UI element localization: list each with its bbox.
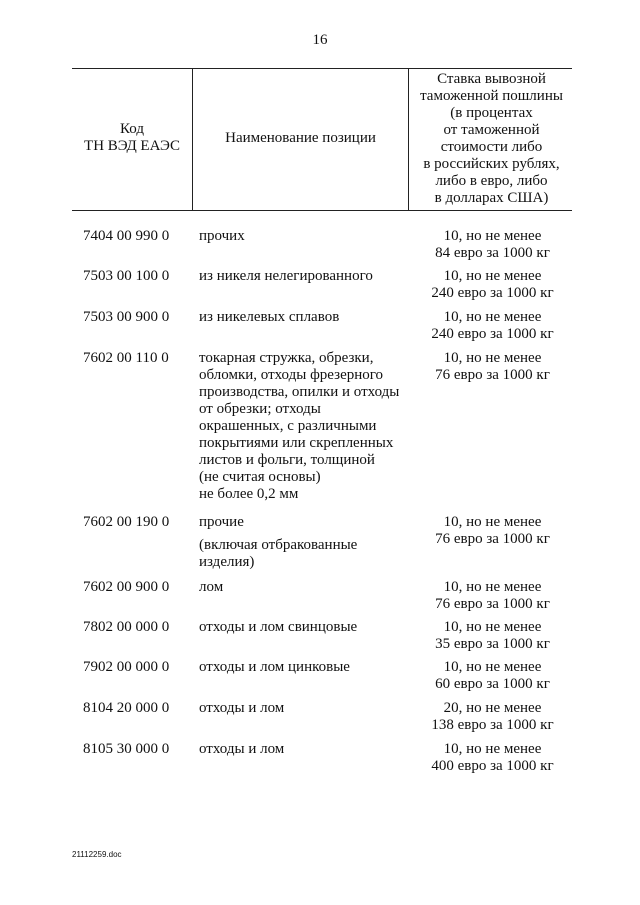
row-code: 7404 00 990 0 [83, 228, 170, 244]
row-rate-line: 240 евро за 1000 кг [431, 285, 554, 301]
header-name-label: Наименование позиции [225, 130, 376, 146]
page-number: 16 [312, 32, 328, 48]
row-name [199, 514, 409, 571]
header-rate-line: в российских рублях, [423, 156, 560, 172]
row-rate-line: 10, но не менее [443, 579, 542, 595]
row-name [199, 228, 409, 245]
row-name-line: отходы и лом [199, 700, 285, 716]
row-code: 8105 30 000 0 [83, 741, 170, 757]
header-code [72, 121, 192, 155]
row-rate [410, 228, 575, 262]
row-name-line: токарная стружка, обрезки, [199, 350, 374, 366]
header-rate-line: (в процентах [450, 105, 533, 121]
row-name [199, 700, 409, 717]
row-code: 7902 00 000 0 [83, 659, 170, 675]
row-rate-line: 10, но не менее [443, 309, 542, 325]
row-code: 7602 00 190 0 [83, 514, 170, 530]
row-name-line: производства, опилки и отходы [199, 384, 400, 400]
row-rate-line: 10, но не менее [443, 350, 542, 366]
row-rate-line: 76 евро за 1000 кг [435, 596, 550, 612]
row-name-line: изделия) [199, 554, 255, 570]
table-top-rule [72, 68, 572, 69]
row-name-line: покрытиями или скрепленных [199, 435, 394, 451]
row-code: 7602 00 110 0 [83, 350, 169, 366]
row-name-line: отходы и лом свинцовые [199, 619, 358, 635]
row-rate [410, 579, 575, 613]
row-rate-line: 10, но не менее [443, 514, 542, 530]
row-code: 7602 00 900 0 [83, 579, 170, 595]
row-rate-line: 76 евро за 1000 кг [435, 531, 550, 547]
row-rate [410, 268, 575, 302]
header-rate [409, 71, 574, 207]
row-name [199, 268, 409, 285]
row-rate [410, 514, 575, 548]
row-name [199, 741, 409, 758]
row-name-line: отходы и лом [199, 741, 285, 757]
row-name-line: окрашенных, с различными [199, 418, 377, 434]
row-rate-line: 10, но не менее [443, 619, 542, 635]
row-rate-line: 138 евро за 1000 кг [431, 717, 554, 733]
row-rate [410, 309, 575, 343]
header-code-line: ТН ВЭД ЕАЭС [84, 138, 180, 154]
row-rate-line: 10, но не менее [443, 741, 542, 757]
row-name-line: из никеля нелегированного [199, 268, 373, 284]
row-rate [410, 741, 575, 775]
row-name-line: листов и фольги, толщиной [199, 452, 375, 468]
row-rate-line: 84 евро за 1000 кг [435, 245, 550, 261]
row-name-line: из никелевых сплавов [199, 309, 340, 325]
row-code: 7503 00 100 0 [83, 268, 170, 284]
header-rate-line: Ставка вывозной [437, 71, 546, 87]
header-code-line: Код [120, 121, 144, 137]
row-name-line: (не считая основы) [199, 469, 321, 485]
row-code: 7802 00 000 0 [83, 619, 170, 635]
row-name [199, 659, 409, 676]
header-name [193, 130, 408, 147]
row-name-line: лом [199, 579, 224, 595]
document-filename: 21112259.doc [72, 850, 122, 859]
row-name-line: прочих [199, 228, 245, 244]
row-name [199, 309, 409, 326]
header-rate-line: таможенной пошлины [420, 88, 563, 104]
row-name-line: не более 0,2 мм [199, 486, 299, 502]
row-rate-line: 35 евро за 1000 кг [435, 636, 550, 652]
header-rate-line: в долларах США) [434, 190, 549, 206]
row-rate [410, 659, 575, 693]
row-name-line: обломки, отходы фрезерного [199, 367, 384, 383]
row-name-line: отходы и лом цинковые [199, 659, 350, 675]
row-rate-line: 76 евро за 1000 кг [435, 367, 550, 383]
row-code: 8104 20 000 0 [83, 700, 170, 716]
row-rate-line: 60 евро за 1000 кг [435, 676, 550, 692]
row-rate [410, 619, 575, 653]
row-name [199, 619, 409, 636]
header-bottom-rule [72, 210, 572, 211]
row-name [199, 350, 409, 503]
row-rate-line: 10, но не менее [443, 659, 542, 675]
row-rate-line: 240 евро за 1000 кг [431, 326, 554, 342]
row-rate-line: 20, но не менее [443, 700, 542, 716]
row-rate [410, 700, 575, 734]
row-rate [410, 350, 575, 384]
row-name-line: прочие [199, 514, 244, 530]
row-rate-line: 400 евро за 1000 кг [431, 758, 554, 774]
row-code: 7503 00 900 0 [83, 309, 170, 325]
row-name-line: (включая отбракованные [199, 537, 358, 553]
header-rate-line: от таможенной [443, 122, 540, 138]
row-rate-line: 10, но не менее [443, 268, 542, 284]
header-rate-line: стоимости либо [440, 139, 543, 155]
row-name [199, 579, 409, 596]
row-rate-line: 10, но не менее [443, 228, 542, 244]
row-name-line: от обрезки; отходы [199, 401, 321, 417]
header-rate-line: либо в евро, либо [435, 173, 548, 189]
